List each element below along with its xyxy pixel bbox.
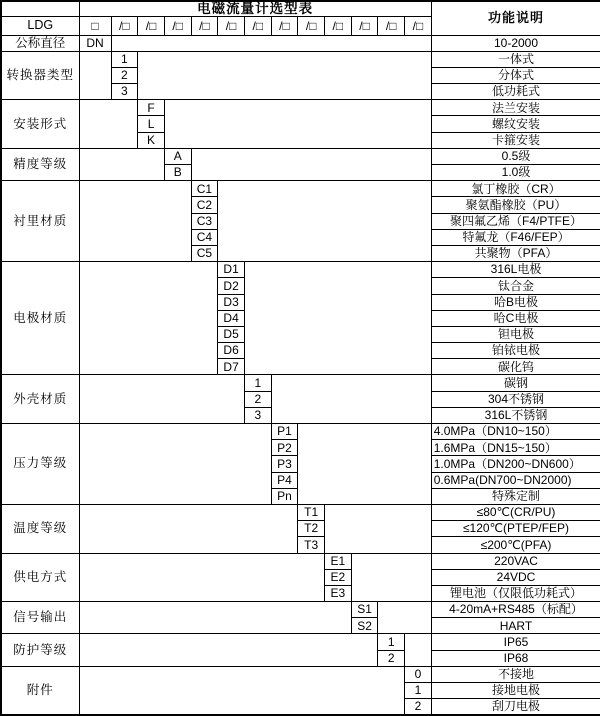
section-label-electrode-material: 电极材质 (1, 262, 79, 375)
code-cell: C3 (191, 213, 218, 229)
desc-cell: 卡箍安装 (431, 132, 600, 148)
ldg-slot-cell: /□ (138, 17, 165, 35)
code-cell: F (138, 100, 165, 116)
spacer-cell (79, 100, 138, 149)
code-cell: 2 (244, 391, 271, 407)
desc-cell: 哈C电极 (431, 310, 600, 326)
desc-cell: 钽电极 (431, 326, 600, 342)
section-label-signal-output: 信号输出 (1, 602, 79, 634)
desc-cell: 不接地 (431, 666, 600, 682)
spacer-cell (79, 634, 378, 666)
desc-cell: 316L不锈钢 (431, 407, 600, 423)
desc-cell: 特殊定制 (431, 488, 600, 504)
diameter-label: 公称直径 (1, 35, 79, 51)
ldg-slot-cell: /□ (351, 17, 378, 35)
desc-cell: 一体式 (431, 51, 600, 67)
spacer-cell (79, 148, 164, 180)
code-cell: 3 (111, 84, 138, 100)
code-cell: 1 (244, 375, 271, 391)
code-cell: E2 (325, 569, 352, 585)
section-label-power-supply: 供电方式 (1, 553, 79, 602)
code-cell: T1 (298, 504, 325, 520)
desc-cell: 共聚物（PFA） (431, 245, 600, 261)
code-cell: Pn (271, 488, 298, 504)
desc-cell: 钛合金 (431, 278, 600, 294)
code-cell: C4 (191, 229, 218, 245)
ldg-slot-cell: /□ (298, 17, 325, 35)
ldg-slot-cell: /□ (244, 17, 271, 35)
code-cell: 1 (378, 634, 405, 650)
ldg-slot-cell: /□ (164, 17, 191, 35)
spacer-cell (79, 262, 218, 375)
desc-cell: 1.6MPa（DN15~150） (431, 440, 600, 456)
code-cell: 2 (405, 699, 432, 715)
diameter-range: 10-2000 (431, 35, 600, 51)
ldg-box-cell: □ (79, 17, 111, 35)
spacer-cell (351, 553, 431, 602)
desc-cell: 低功耗式 (431, 84, 600, 100)
desc-cell: IP68 (431, 650, 600, 666)
desc-cell: 1.0级 (431, 165, 600, 181)
desc-cell: 锂电池（仅限低功耗式） (431, 585, 600, 601)
code-cell: K (138, 132, 165, 148)
desc-cell: 特氟龙（F46/FEP） (431, 229, 600, 245)
dn-code-cell: DN (79, 35, 111, 51)
spacer-cell (79, 181, 191, 262)
section-label-converter-type: 转换器类型 (1, 51, 79, 100)
spacer-cell (79, 504, 298, 553)
spacer-cell (79, 51, 111, 100)
ldg-slot-cell: /□ (325, 17, 352, 35)
desc-cell: 哈B电极 (431, 294, 600, 310)
table-title: 电磁流量计选型表 (79, 1, 431, 17)
desc-cell: 分体式 (431, 67, 600, 83)
desc-cell: 220VAC (431, 553, 600, 569)
spacer-cell (244, 262, 431, 375)
code-cell: E1 (325, 553, 352, 569)
code-cell: C1 (191, 181, 218, 197)
code-cell: D7 (218, 359, 245, 375)
code-cell: C5 (191, 245, 218, 261)
spacer-cell (79, 375, 244, 424)
spacer-cell (79, 553, 325, 602)
code-cell: B (164, 165, 191, 181)
spacer-cell (405, 634, 432, 666)
ldg-slot-cell: /□ (191, 17, 218, 35)
section-label-accessories: 附件 (1, 666, 79, 715)
section-label-lining-material: 衬里材质 (1, 181, 79, 262)
desc-cell: 碳钢 (431, 375, 600, 391)
code-cell: A (164, 148, 191, 164)
section-label-temperature-rating: 温度等级 (1, 504, 79, 553)
spacer-cell (111, 35, 431, 51)
desc-cell: 法兰安装 (431, 100, 600, 116)
desc-cell: HART (431, 618, 600, 634)
spacer-cell (378, 602, 431, 634)
code-cell: E3 (325, 585, 352, 601)
function-column-header: 功能说明 (431, 1, 600, 35)
code-cell: S1 (351, 602, 378, 618)
code-cell: P3 (271, 456, 298, 472)
code-cell: D4 (218, 310, 245, 326)
spacer-cell (298, 424, 431, 505)
desc-cell: 1.0MPa（DN200~DN600） (431, 456, 600, 472)
code-cell: D2 (218, 278, 245, 294)
code-cell: D3 (218, 294, 245, 310)
ldg-slot-cell: /□ (111, 17, 138, 35)
section-label-pressure-rating: 压力等级 (1, 424, 79, 505)
desc-cell: 聚氨酯橡胶（PU） (431, 197, 600, 213)
code-cell: 2 (111, 67, 138, 83)
desc-cell: 24VDC (431, 569, 600, 585)
desc-cell: 聚四氟乙烯（F4/PTFE） (431, 213, 600, 229)
desc-cell: ≤80℃(CR/PU) (431, 504, 600, 520)
spacer-cell (138, 51, 432, 100)
code-cell: P2 (271, 440, 298, 456)
desc-cell: 0.6MPa(DN700~DN2000) (431, 472, 600, 488)
code-cell: S2 (351, 618, 378, 634)
ldg-slot-cell: /□ (405, 17, 432, 35)
spacer-cell (218, 181, 432, 262)
code-cell: 1 (111, 51, 138, 67)
section-label-installation-type: 安装形式 (1, 100, 79, 149)
spacer-cell (271, 375, 431, 424)
code-cell: 0 (405, 666, 432, 682)
desc-cell: 0.5级 (431, 148, 600, 164)
desc-cell: 碳化钨 (431, 359, 600, 375)
desc-cell: 刮刀电极 (431, 699, 600, 715)
ldg-label: LDG (1, 17, 79, 35)
ldg-slot-cell: /□ (378, 17, 405, 35)
code-cell: T2 (298, 521, 325, 537)
section-label-protection-rating: 防护等级 (1, 634, 79, 666)
desc-cell: 316L电极 (431, 262, 600, 278)
spacer-cell (191, 148, 431, 180)
ldg-slot-cell: /□ (271, 17, 298, 35)
code-cell: 2 (378, 650, 405, 666)
section-label-housing-material: 外壳材质 (1, 375, 79, 424)
code-cell: D5 (218, 326, 245, 342)
code-cell: P4 (271, 472, 298, 488)
desc-cell: 4.0MPa（DN10~150） (431, 424, 600, 440)
code-cell: T3 (298, 537, 325, 553)
desc-cell: 接地电极 (431, 683, 600, 699)
code-cell: D6 (218, 343, 245, 359)
desc-cell: ≤200℃(PFA) (431, 537, 600, 553)
desc-cell: 铂铱电极 (431, 343, 600, 359)
code-cell: 3 (244, 407, 271, 423)
code-cell: L (138, 116, 165, 132)
desc-cell: 304不锈钢 (431, 391, 600, 407)
spacer-cell (79, 666, 405, 715)
spacer-cell (79, 424, 271, 505)
desc-cell: 氯丁橡胶（CR） (431, 181, 600, 197)
code-cell: 1 (405, 683, 432, 699)
code-cell: D1 (218, 262, 245, 278)
desc-cell: 4-20mA+RS485（标配） (431, 602, 600, 618)
desc-cell: IP65 (431, 634, 600, 650)
spacer-cell (325, 504, 432, 553)
section-label-accuracy-class: 精度等级 (1, 148, 79, 180)
code-cell: C2 (191, 197, 218, 213)
desc-cell: 螺纹安装 (431, 116, 600, 132)
spacer-cell (164, 100, 431, 149)
corner-empty-cell (1, 1, 79, 17)
desc-cell: ≤120℃(PTEP/FEP) (431, 521, 600, 537)
ldg-slot-cell: /□ (218, 17, 245, 35)
spacer-cell (79, 602, 351, 634)
code-cell: P1 (271, 424, 298, 440)
